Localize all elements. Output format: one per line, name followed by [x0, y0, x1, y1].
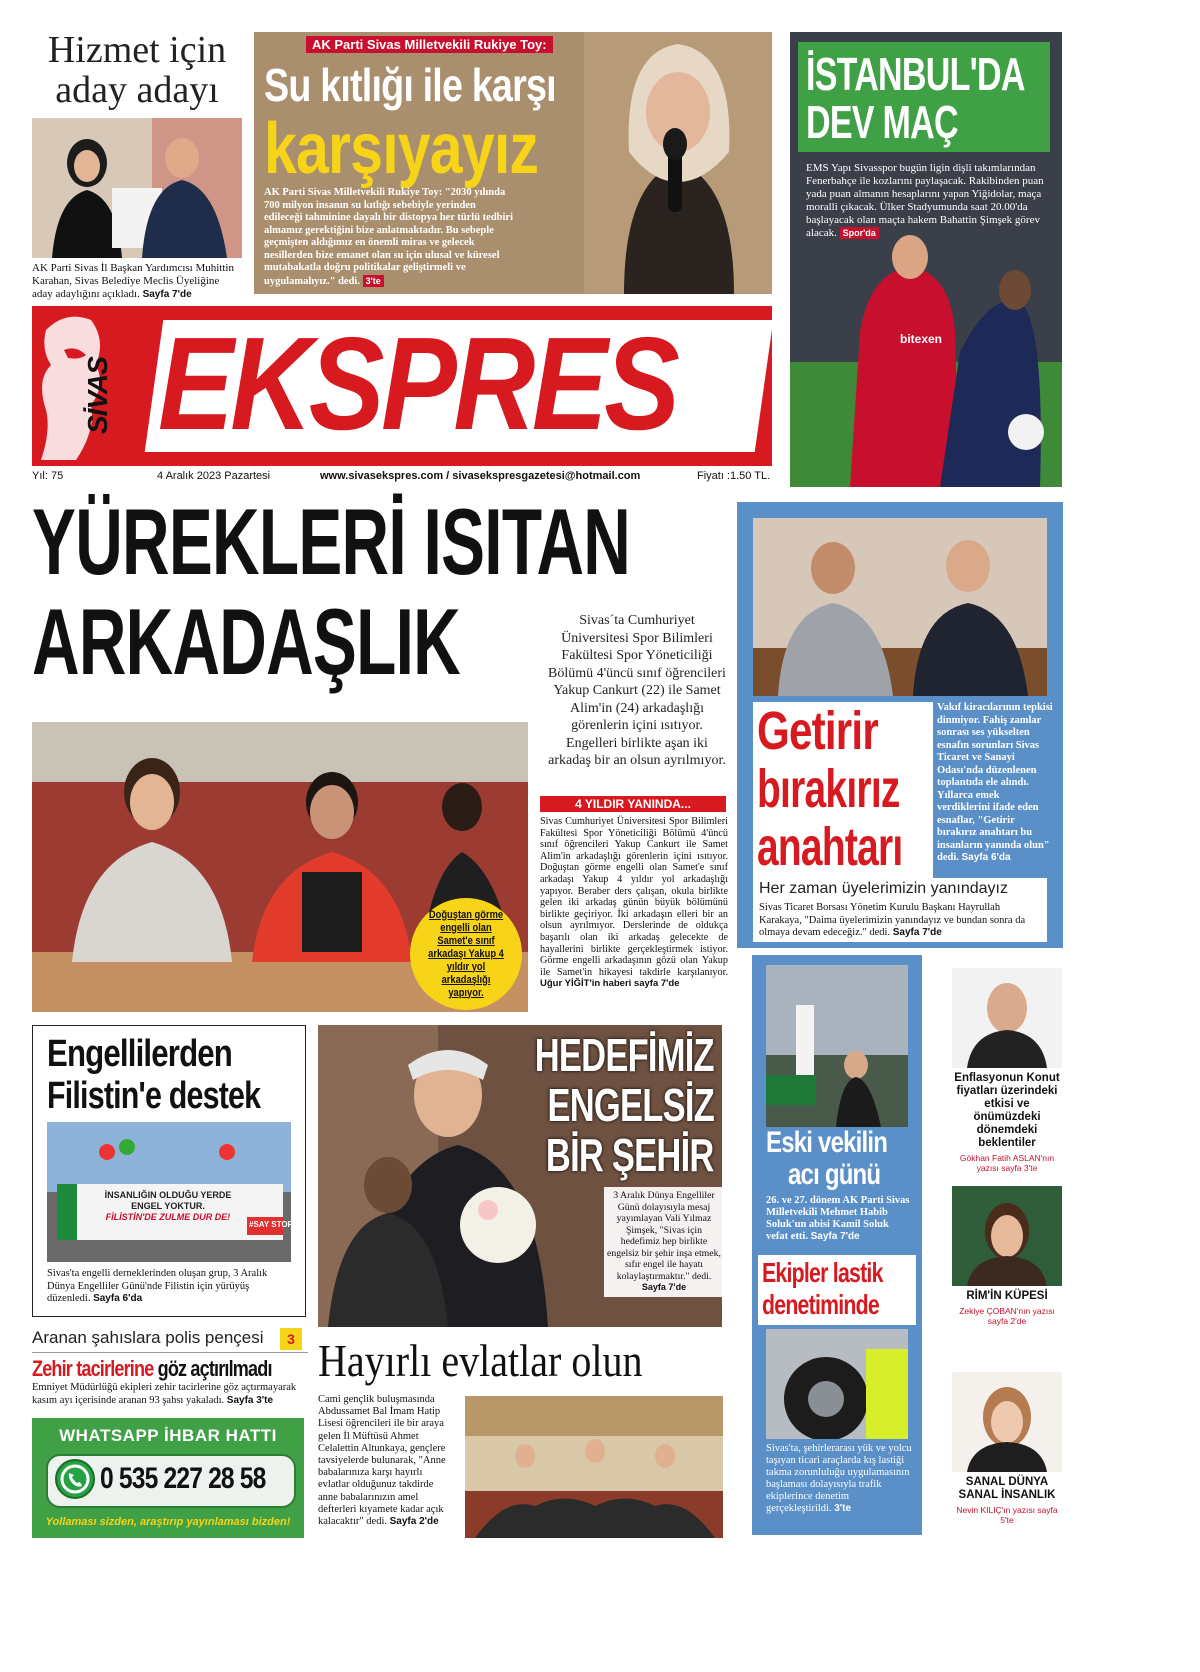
hedef-page-ref[interactable]: Sayfa 7'de	[641, 1282, 687, 1292]
masthead-name[interactable]: EKSPRES	[158, 310, 677, 457]
main-headline-2[interactable]: ARKADAŞLIK	[32, 589, 460, 694]
columnist-1-photo	[952, 968, 1062, 1068]
panel-headline-3[interactable]: anahtarı	[757, 817, 903, 877]
top-left-caption: AK Parti Sivas İl Başkan Yardımcısı Muhittin Karahan, Sivas Belediye Meclis Üyeliğine aday adaylığını açıkladı. Sayfa 7'de	[32, 262, 234, 300]
right-panel	[737, 502, 1063, 948]
masthead-date: 4 Aralık 2023 Pazartesi	[157, 470, 271, 482]
lastik-headline-2[interactable]: denetiminde	[762, 1289, 879, 1320]
engelliler-page-ref[interactable]: Sayfa 6'da	[93, 1293, 143, 1304]
hedef-caption: 3 Aralık Dünya Engelliler Günü dolayısıyla mesaj yayımlayan Vali Yılmaz Şimşek, "Sivas için hedefimiz hep birlikte engelsiz bir şehir inşa etmek, sıfır engel ile hayatı kolaylaştırmaktır." dedi. Sayfa 7'de	[604, 1187, 722, 1297]
top-left-page-ref[interactable]: Sayfa 7'de	[142, 289, 192, 300]
masthead-price: Fiyatı :1.50 TL.	[697, 470, 771, 482]
masthead-info-bar	[32, 470, 772, 486]
column-1-title: Enflasyonun Konut fiyatları üzerindeki etkisi ve önümüzdeki dönemdeki beklentiler	[954, 1072, 1060, 1149]
columnist-2-photo	[952, 1186, 1062, 1286]
main-headline-1[interactable]: YÜREKLERİ ISITAN	[32, 489, 631, 594]
panel-sub-ref[interactable]: Sayfa 7'de	[892, 927, 942, 938]
top-left-story	[32, 29, 242, 300]
hayirli-headline[interactable]: Hayırlı evlatlar olun	[318, 1335, 643, 1386]
main-byline[interactable]: Uğur YİĞİT'in haberi sayfa 7'de	[540, 978, 680, 990]
panel-headline-1[interactable]: Getirir	[757, 701, 878, 761]
column-2-title: RİM'İN KÜPESİ	[966, 1290, 1048, 1302]
lastik-headline-1[interactable]: Ekipler lastik	[762, 1257, 883, 1288]
masthead	[32, 306, 772, 466]
panel-sub-headline[interactable]: Her zaman üyelerimizin yanındayız	[759, 880, 1008, 897]
main-subhead: 4 YILDIR YANINDA...	[540, 796, 726, 812]
water-body: AK Parti Sivas Milletvekili Rukiye Toy: "2030 yılında 700 milyon insanın su kıtlığı sebebiyle yerinden edileceği tahminine dayalı bir distopya her türlü tedbiri almamız gerektiğini bize anlatmaktadır. Bu sebeple geçmişten aldığımız en önemli miras ve gelecek nesillerden bize emanet olan su için ulusal ve küresel mutabakatla doğru politikalar geliştirmeli ve uygulamalıyız." dedi. 3'te	[264, 187, 514, 287]
funeral-photo	[766, 965, 908, 1127]
column-1[interactable]	[952, 968, 1062, 1173]
funeral-headline-1[interactable]: Eski vekilin	[766, 1126, 888, 1159]
march-banner-line-3: FİLİSTİN'DE ZULME DUR DE!	[105, 1212, 231, 1222]
rukiye-toy-photo	[584, 32, 772, 294]
water-kicker: AK Parti Sivas Milletvekili Rukiye Toy:	[306, 36, 553, 53]
whatsapp-phone[interactable]: 0 535 227 28 58	[100, 1462, 266, 1495]
derby-headline-2[interactable]: DEV MAÇ	[806, 96, 958, 148]
meeting-photo	[753, 518, 1047, 696]
column-3-author: Nevin KILIÇ'ın yazısı sayfa 5'te	[956, 1505, 1058, 1525]
hedef-headline-3[interactable]: BİR ŞEHİR	[546, 1129, 714, 1181]
lastik-body: Sivas'ta, şehirlerarası yük ve yolcu taşıyan ticari araçlarda kış lastiği takma zorunluluğu uygulamasının başlaması dolayısıyla trafik ekiplerince denetim gerçekleştirildi. 3'te	[766, 1443, 912, 1514]
hedef-story	[318, 1025, 722, 1327]
derby-page-ref[interactable]: Spor'da	[840, 227, 879, 239]
zehir-story	[32, 1356, 308, 1407]
engelliler-headline-2[interactable]: Filistin'e destek	[47, 1075, 261, 1117]
column-2[interactable]	[952, 1186, 1062, 1356]
columnist-3-photo	[952, 1372, 1062, 1472]
main-lead: Sivas´ta Cumhuriyet Üniversitesi Spor Bilimleri Fakültesi Spor Yöneticiliği Bölümü 4'üncü sınıf öğrencileri Yakup Cankurt (22) ile Samet Alim'in (24) arkadaşlığı görenlerin içini ısıtıyor. Engelleri birlikte aşan iki arkadaş bir an olsun ayrılmıyor.	[548, 613, 726, 768]
panel-side-ref[interactable]: Sayfa 6'da	[961, 852, 1011, 863]
column-3[interactable]	[952, 1372, 1062, 1537]
zehir-body: Emniyet Müdürlüğü ekipleri zehir tacirlerine göz açtırmayarak kasım ayı içerisinde aranan 93 şahsı yakaladı. Sayfa 3'te	[32, 1382, 297, 1406]
march-banner	[83, 1190, 253, 1223]
hayirli-body: Cami gençlik buluşmasında Abdussamet Bal İmam Hatip Lisesi öğrencileri ile bir araya gelen İl Müftüsü Ahmet Celalettin Altunkaya, gençlere tavsiyelerde bulunarak, "Anne babalarınıza karşı hayırlı evlatlar olduğunuz takdirde anne babalarınızın amel defterleri kıyamete kadar açık kalacaktır" dedi. Sayfa 2'de	[318, 1394, 446, 1528]
engelliler-headline-1[interactable]: Engellilerden	[47, 1033, 233, 1075]
derby-photo-text: bitexen	[900, 332, 943, 346]
karahan-photo	[32, 118, 242, 258]
march-banner-sign: #SAY STOP!	[249, 1220, 296, 1229]
tire-photo	[766, 1329, 908, 1439]
whatsapp-footer: Yollaması sizden, araştırıp yayınlaması bizden!	[45, 1516, 291, 1528]
students-photo-bubble: Doğuştan görme engelli olan Samet'e sınıf arkadaşı Yakup 4 yıldır yol arkadaşlığı yapıyor.	[410, 898, 522, 1010]
column-3-title: SANAL DÜNYA SANAL İNSANLIK	[958, 1476, 1056, 1501]
derby-headline-1[interactable]: İSTANBUL'DA	[806, 48, 1025, 100]
top-left-headline[interactable]: Hizmet için aday adayı	[47, 29, 227, 111]
column-2-author: Zekiye ÇOBAN'nın yazısı sayfa 2'de	[959, 1306, 1055, 1326]
whatsapp-title: WHATSAPP İHBAR HATTI	[59, 1426, 277, 1445]
zehir-page-ref[interactable]: Sayfa 3'te	[226, 1394, 274, 1406]
whatsapp-icon	[54, 1458, 96, 1500]
aranan-strip	[32, 1328, 308, 1353]
column-1-author: Gökhan Fatih ASLAN'nın yazısı sayfa 3'te	[959, 1153, 1055, 1173]
masthead-small-name: SİVAS	[82, 357, 113, 434]
hedef-headline-1[interactable]: HEDEFİMİZ	[534, 1029, 714, 1081]
panel-sub-body: Sivas Ticaret Borsası Yönetim Kurulu Başkanı Hayrullah Karakaya, "Daima üyelerimizin yanındayız ve bundan sonra da olmaya devam edeceğiz." dedi. Sayfa 7'de	[759, 902, 1026, 938]
funeral-body: 26. ve 27. dönem AK Parti Sivas Milletvekili Mehmet Habib Soluk'un abisi Kamil Soluk vefat etti. Sayfa 7'de	[766, 1195, 910, 1242]
engelliler-caption: Sivas'ta engelli derneklerinden oluşan grup, 3 Aralık Dünya Engelliler Günü'nde Filistin için yürüyüş düzenledi. Sayfa 6'da	[47, 1268, 268, 1304]
water-headline-1[interactable]: Su kıtlığı ile karşı	[264, 59, 556, 111]
engelliler-story	[32, 1025, 306, 1317]
water-story	[254, 32, 772, 294]
panel-headline-2[interactable]: bırakırız	[757, 759, 900, 819]
aranan-headline[interactable]: Aranan şahıslara polis pençesi	[32, 1328, 264, 1347]
main-body: Sivas Cumhuriyet Üniversitesi Spor Bilimleri Fakültesi Spor Yöneticiliği Bölümü 4'üncü sınıf öğrencileri Yakup Cankurt ile Samet Alim'in arkadaşlığı görenlerin içini ısıtıyor. Doğuştan görme engelli olan Samet'e sınıf arkadaşı Yakup 4 yıldır yol arkadaşlığı yapıyor. Beraber ders çalışan, okula birlikte gelen iki arkadaş günün büyük bölümünü birlikte geçiriyor. İki arkadaşın elleri bir an olsun ayrılmıyor. Derslerinde de oldukça başarılı olan iki arkadaş gelecekte de hayallerini birlikte gerçekleştirmek istiyor. Görme engelli arkadaşının gözü olan Yakup ile Samet'in hikayesi takdirle karşılanıyor. Uğur YİĞİT'in haberi sayfa 7'de	[540, 816, 728, 990]
whatsapp-box[interactable]	[32, 1418, 304, 1538]
mosque-photo	[465, 1396, 723, 1538]
panel-side-text: Vakıf kiracılarının tepkisi dinmiyor. Fahiş zamlar sonrası ses yükselten esnafın sorunları Sivas Ticaret ve Sanayi Odası'nda düzenlenen toplantıda ele alındı. Yıllarca emek verdiklerini ifade eden esnaflar, "Getirir bırakırız anahtarı bu insanların yanında olun" dedi. Sayfa 6'da	[937, 702, 1053, 863]
zehir-headline-black[interactable]: göz açtırılmadı	[157, 1356, 272, 1381]
hayirli-page-ref[interactable]: Sayfa 2'de	[389, 1516, 439, 1528]
funeral-page-ref[interactable]: Sayfa 7'de	[810, 1231, 860, 1242]
funeral-headline-2[interactable]: acı günü	[788, 1158, 881, 1191]
march-banner-line-1: İNSANLIĞIN OLDUĞU YERDE	[104, 1190, 232, 1200]
water-page-ref[interactable]: 3'te	[363, 275, 384, 287]
derby-body: EMS Yapı Sivasspor bugün ligin dişli takımlarından Fenerbahçe ile kozlarını paylaşacak. Rakibinden puan yada puan almanın hesaplarını yapan Yiğidolar, maça moralli çıkacak. Ülker Stadyumunda saat 20.00'da başlayacak olan maçta hakem Bahattin Şimşek görev alacak. Spor'da	[806, 162, 1044, 239]
zehir-headline-red[interactable]: Zehir tacirlerine	[32, 1356, 154, 1381]
march-banner-line-2: ENGEL YOKTUR.	[131, 1201, 205, 1211]
water-headline-2[interactable]: karşıyayız	[264, 109, 539, 189]
aranan-number: 3	[280, 1328, 302, 1350]
hedef-headline-2[interactable]: ENGELSİZ	[547, 1079, 714, 1131]
lastik-page-ref[interactable]: 3'te	[834, 1503, 852, 1514]
masthead-year: Yıl: 75	[32, 470, 64, 482]
derby-story	[790, 32, 1062, 487]
center-right-panel	[752, 955, 922, 1535]
masthead-web[interactable]: www.sivasekspres.com / sivasekspresgazetesi@hotmail.com	[320, 470, 641, 482]
